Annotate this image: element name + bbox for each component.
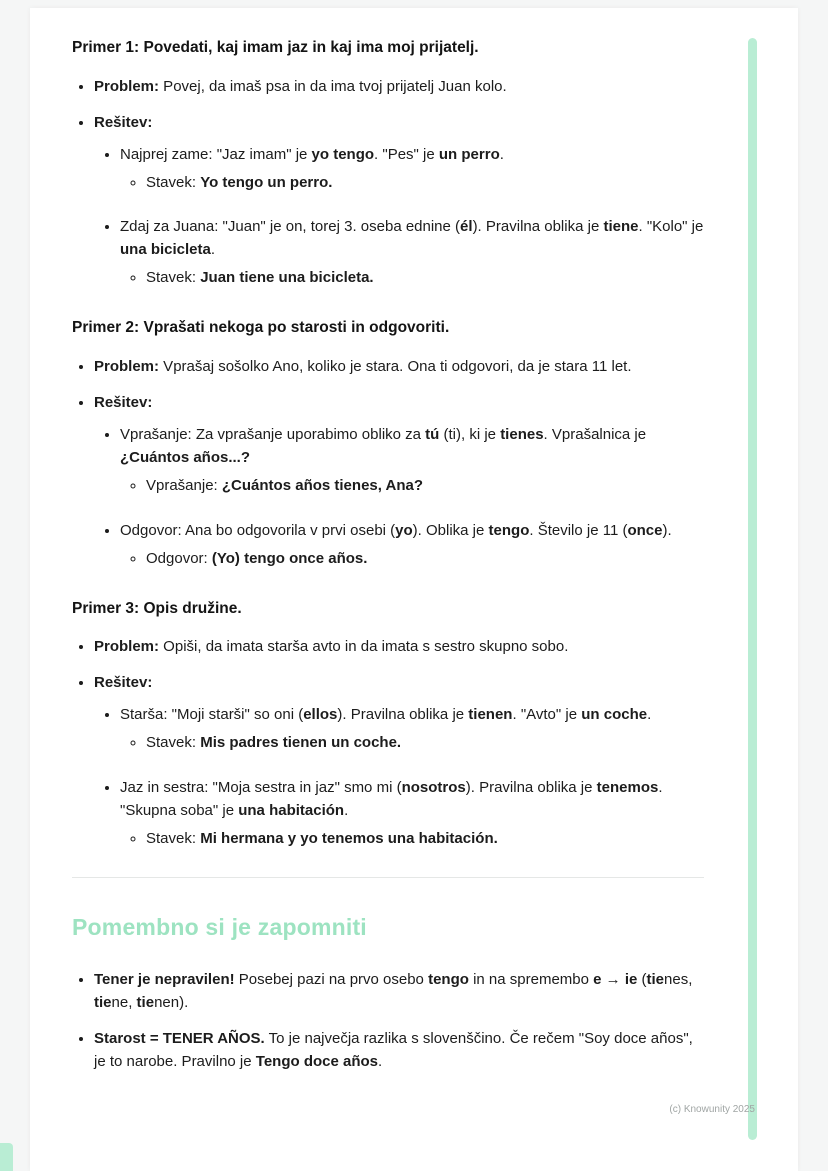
list-item-text (94, 672, 704, 695)
text-segment: . Vprašalnica je (543, 425, 647, 443)
text-segment: Primer 3: Opis družine. (72, 599, 242, 617)
list-item-text (120, 704, 704, 727)
text-segment: ). Pravilna oblika je (472, 218, 604, 236)
text-segment: él (460, 218, 473, 236)
bullet-list-depth-0 (72, 969, 704, 1074)
text-segment: Mis padres tienen un coche. (200, 734, 402, 752)
list-item-text (146, 475, 704, 498)
text-segment: una bicicleta (120, 241, 211, 259)
list-item (146, 267, 704, 290)
list-item (94, 672, 704, 851)
list-item (120, 216, 704, 290)
text-segment: . (499, 145, 504, 163)
text-segment: tiene (603, 218, 639, 236)
bullet-list-depth-2 (120, 732, 704, 755)
text-segment: Starost = TENER AÑOS. (94, 1029, 265, 1047)
list-item-text (94, 356, 704, 379)
text-segment: . (210, 241, 216, 259)
text-segment: tengo (488, 521, 530, 539)
text-segment: un coche (581, 706, 648, 724)
text-segment: Stavek: (146, 734, 201, 752)
text-segment: Rešitev: (94, 113, 153, 131)
text-segment: Juan tiene una bicicleta. (200, 269, 374, 287)
list-item-text (120, 424, 704, 470)
list-item (146, 732, 704, 755)
text-segment: ellos (303, 706, 338, 724)
section-title (72, 36, 704, 60)
text-segment: tie (94, 993, 112, 1011)
section-title (72, 597, 704, 621)
text-segment: yo (395, 521, 413, 539)
text-segment: Zdaj za Juana: "Juan" je on, torej 3. oseba ednine ( (120, 218, 461, 236)
list-item (146, 548, 704, 571)
list-item (94, 1028, 704, 1074)
list-item-text (120, 216, 704, 262)
list-item-text (146, 548, 704, 571)
text-segment: To je največja razlika s slovenščino. Če rečem "Soy doce años", je to narobe. Pravilno je (94, 1029, 693, 1070)
text-segment: Stavek: (146, 829, 201, 847)
list-item (94, 636, 704, 659)
bullet-list-depth-2 (120, 828, 704, 851)
bullet-list-depth-2 (120, 267, 704, 290)
text-segment: ( (637, 970, 647, 988)
list-item-text (120, 144, 704, 167)
text-segment: Stavek: (146, 173, 201, 191)
text-segment: Mi hermana y yo tenemos una habitación. (200, 829, 498, 847)
bullet-list-depth-0 (72, 356, 704, 571)
text-segment: ¿Cuántos años...? (120, 448, 251, 466)
text-segment: ne, (111, 993, 137, 1011)
list-item (146, 828, 704, 851)
text-segment: tie (646, 970, 665, 988)
text-segment: tienes (500, 425, 544, 443)
text-segment: Odgovor: (146, 549, 212, 567)
text-segment: e → ie (593, 970, 638, 988)
list-item-text (146, 172, 704, 195)
text-segment: Povej, da imaš psa in da ima tvoj prijatelj Juan kolo. (159, 77, 507, 95)
text-segment: un perro (438, 145, 500, 163)
text-segment: . "Skupna soba" je (120, 778, 663, 819)
text-segment: ). (662, 521, 672, 539)
bullet-list-depth-0 (72, 636, 704, 851)
text-segment: Rešitev: (94, 674, 153, 692)
bullet-list-depth-1 (94, 424, 704, 571)
page-accent-bar (748, 38, 757, 1140)
list-item (94, 356, 704, 379)
list-item-text (120, 520, 704, 543)
text-segment: Stavek: (146, 269, 201, 287)
text-segment: . "Pes" je (374, 145, 439, 163)
text-segment: tenemos (596, 778, 659, 796)
text-segment: . "Kolo" je (638, 218, 704, 236)
accent-heading (72, 910, 704, 945)
text-segment: ). Oblika je (412, 521, 489, 539)
text-segment: . (378, 1052, 383, 1070)
text-segment: Pomembno si je zapomniti (72, 913, 367, 940)
text-segment: (Yo) tengo once años. (211, 549, 368, 567)
section-title (72, 316, 704, 340)
text-segment: Odgovor: Ana bo odgovorila v prvi osebi ( (120, 521, 396, 539)
list-item-text (146, 267, 704, 290)
text-segment: ¿Cuántos años tienes, Ana? (221, 476, 424, 494)
text-segment: tie (136, 993, 155, 1011)
text-segment: once (627, 521, 663, 539)
document-body (72, 36, 704, 1100)
text-segment: tienen (468, 706, 513, 724)
list-item (94, 969, 704, 1015)
bullet-list-depth-2 (120, 548, 704, 571)
list-item-text (94, 1028, 704, 1074)
list-item (120, 777, 704, 851)
text-segment: . (344, 801, 349, 819)
text-segment: Problem: (94, 77, 160, 95)
bullet-list-depth-0 (72, 76, 704, 291)
bullet-list-depth-2 (120, 475, 704, 498)
text-segment: Starša: "Moji starši" so oni ( (120, 706, 304, 724)
text-segment: una habitación (238, 801, 345, 819)
text-segment: (ti), ki je (439, 425, 501, 443)
text-segment: Yo tengo un perro. (200, 173, 333, 191)
list-item (120, 704, 704, 755)
text-segment: nosotros (401, 778, 466, 796)
text-segment: . "Avto" je (512, 706, 582, 724)
list-item (120, 424, 704, 498)
text-segment: Opiši, da imata starša avto in da imata s sestro skupno sobo. (159, 638, 569, 656)
text-segment: in na spremembo (468, 970, 594, 988)
list-item-text (146, 828, 704, 851)
bullet-list-depth-1 (94, 144, 704, 291)
text-segment: nes, (664, 970, 693, 988)
list-item-text (94, 76, 704, 99)
document-page (30, 8, 798, 1171)
list-item-text (120, 777, 704, 823)
text-segment: Vprašanje: (146, 476, 222, 494)
text-segment: Primer 1: Povedati, kaj imam jaz in kaj ima moj prijatelj. (72, 39, 479, 56)
bullet-list-depth-2 (120, 172, 704, 195)
list-item-text (94, 392, 704, 415)
text-segment: Tener je nepravilen! (94, 970, 235, 988)
text-segment: nen). (154, 993, 189, 1011)
corner-accent (0, 1143, 13, 1171)
text-segment: Vprašanje: Za vprašanje uporabimo obliko za (120, 425, 426, 443)
list-item (94, 76, 704, 99)
section-divider (72, 877, 704, 878)
list-item (94, 112, 704, 291)
text-segment: Problem: (94, 357, 160, 375)
text-segment: Problem: (94, 638, 160, 656)
text-segment: yo tengo (311, 145, 375, 163)
text-segment: tengo (428, 970, 469, 988)
text-segment: ). Pravilna oblika je (465, 778, 597, 796)
list-item-text (94, 636, 704, 659)
bullet-list-depth-1 (94, 704, 704, 851)
text-segment: Primer 2: Vprašati nekoga po starosti in odgovoriti. (72, 319, 450, 337)
list-item (120, 520, 704, 571)
text-segment: . Število je 11 ( (529, 521, 628, 539)
text-segment: Posebej pazi na prvo osebo (234, 970, 429, 988)
list-item (120, 144, 704, 195)
text-segment: ). Pravilna oblika je (337, 706, 469, 724)
text-segment: . (647, 706, 652, 724)
text-segment: Vprašaj sošolko Ano, koliko je stara. Ona ti odgovori, da je stara 11 let. (159, 357, 632, 375)
text-segment: Tengo doce años (255, 1052, 378, 1070)
list-item-text (94, 969, 704, 1015)
list-item-text (146, 732, 704, 755)
copyright-footer: (c) Knowunity 2025 (669, 1104, 755, 1115)
text-segment: Najprej zame: "Jaz imam" je (120, 145, 312, 163)
list-item (146, 172, 704, 195)
list-item-text (94, 112, 704, 135)
list-item (94, 392, 704, 571)
text-segment: Rešitev: (94, 393, 153, 411)
list-item (146, 475, 704, 498)
text-segment: Jaz in sestra: "Moja sestra in jaz" smo mi ( (120, 778, 402, 796)
text-segment: tú (425, 425, 440, 443)
